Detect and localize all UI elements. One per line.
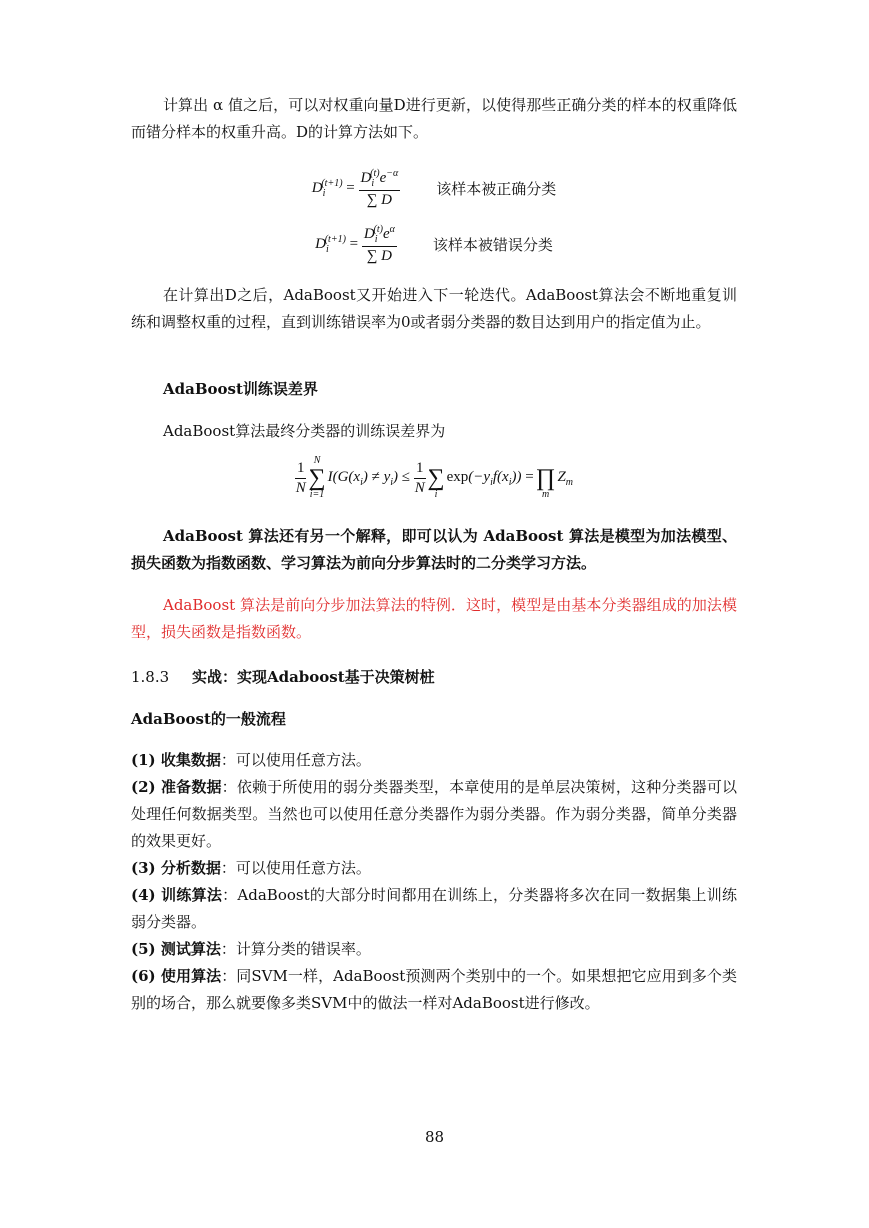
list-item: (4) 训练算法：AdaBoost的大部分时间都用在训练上，分类器将多次在同一数据集上训练弱分类器。 (131, 886, 737, 931)
list-item: (3) 分析数据：可以使用任意方法。 (131, 859, 371, 877)
formula-correct: $D_i^{(t+1)}$ = $\frac{D_i^{(t)}e^{-\alpha}}{\sum D}$ 该样本被正确分类 (311, 167, 557, 208)
formula-wrong: $D_i^{(t+1)}$ = $\frac{D_i^{(t)}e^\alpha}{\sum D}$ 该样本被错误分类 (315, 223, 553, 264)
explanation-red: AdaBoost 算法是前向分步加法算法的特例．这时，模型是由基本分类器组成的加法模型，损失函数是指数函数。 (131, 596, 737, 641)
training-error-bound-formula: $\frac{1}{N}$ N ∑ i=1 $I(G(x_i) \ne y_i)$ ≤ $\frac{1}{N}$ ∑ i $\exp(-y_if(x_i))$ = ∏ m $Z_m$ (295, 455, 574, 500)
process-list (131, 747, 737, 1017)
page-number: 88 (424, 1128, 445, 1146)
list-item: (6) 使用算法：同SVM一样，AdaBoost预测两个类别中的一个。如果想把它应用到多个类别的场合，那么就要像多类SVM中的做法一样对AdaBoost进行修改。 (131, 967, 737, 1012)
process-heading: AdaBoost的一般流程 (131, 710, 286, 728)
section-number: 1.8.3 (131, 668, 170, 686)
formula-correct-condition: 该样本被正确分类 (436, 179, 557, 198)
bound-heading: AdaBoost训练误差界 (163, 380, 318, 398)
list-item: (2) 准备数据：依赖于所使用的弱分类器类型，本章使用的是单层决策树，这种分类器可以处理任何数据类型。当然也可以使用任意分类器作为弱分类器。作为弱分类器，简单分类器的效果更好。 (131, 778, 737, 850)
section-title: 实战：实现Adaboost基于决策树桩 (191, 668, 435, 686)
intro-paragraph: 计算出 α 值之后，可以对权重向量D进行更新，以使得那些正确分类的样本的权重降低而错分样本的权重升高。D的计算方法如下。 (131, 96, 737, 141)
iteration-paragraph: 在计算出D之后，AdaBoost又开始进入下一轮迭代。AdaBoost算法会不断地重复训练和调整权重的过程，直到训练错误率为0或者弱分类器的数目达到用户的指定值为止。 (131, 286, 737, 331)
bound-intro: AdaBoost算法最终分类器的训练误差界为 (163, 422, 446, 440)
list-item: (5) 测试算法：计算分类的错误率。 (131, 940, 371, 958)
explanation-bold: AdaBoost 算法还有另一个解释，即可以认为 AdaBoost 算法是模型为加法模型、损失函数为指数函数、学习算法为前向分步算法时的二分类学习方法。 (131, 527, 737, 572)
list-item: (1) 收集数据：可以使用任意方法。 (131, 751, 371, 769)
formula-wrong-condition: 该样本被错误分类 (432, 235, 553, 254)
section-heading (131, 664, 737, 691)
